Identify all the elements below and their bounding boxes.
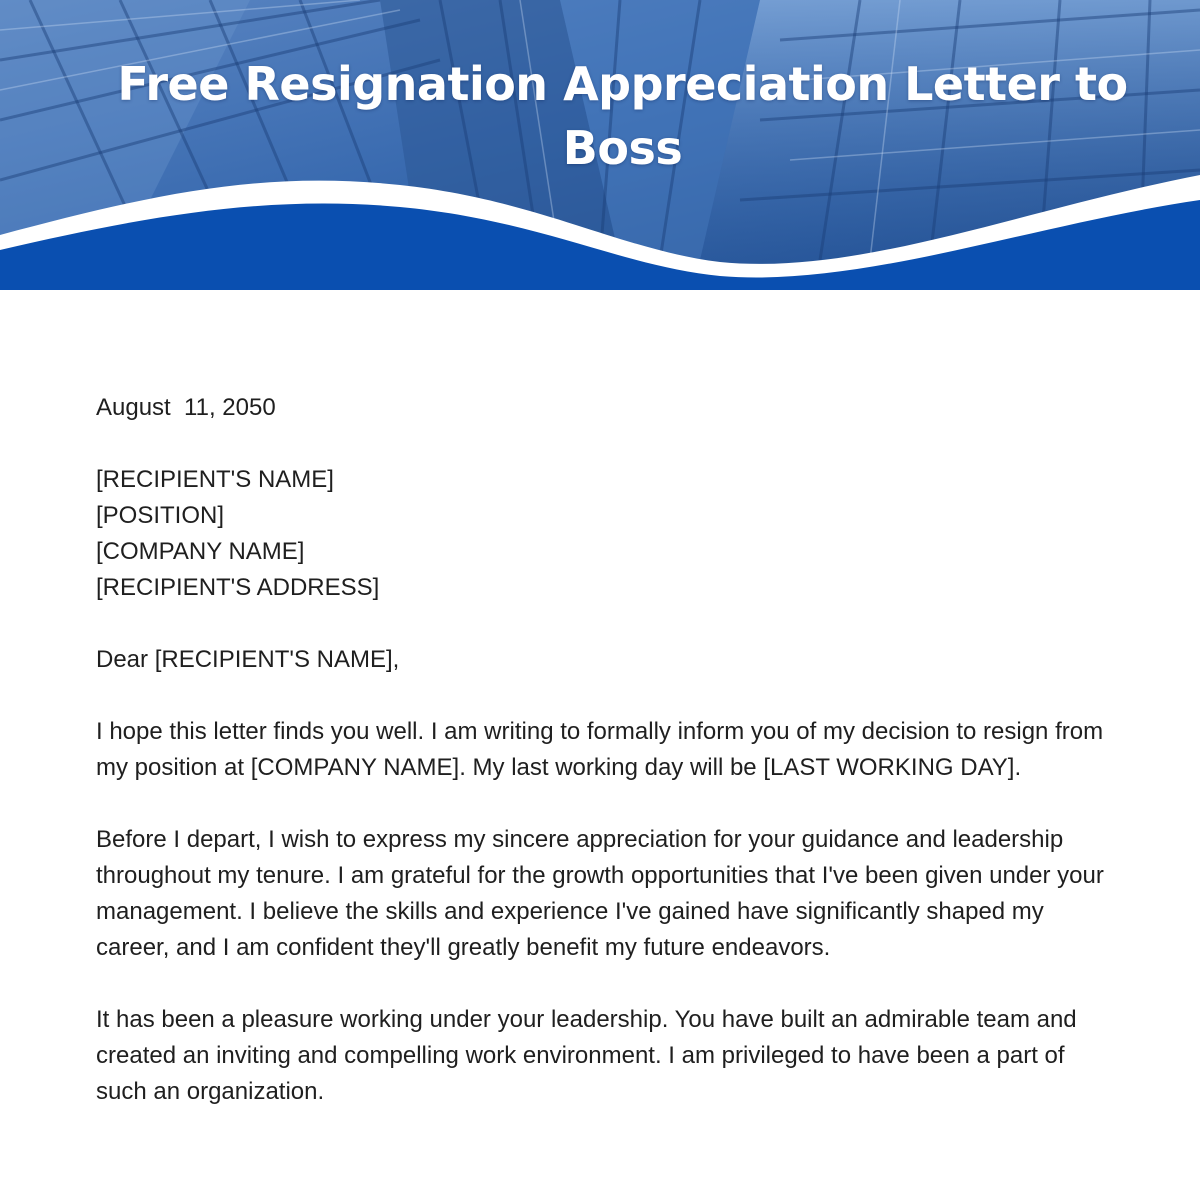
recipient-address: [RECIPIENT'S ADDRESS] (96, 574, 380, 601)
recipient-name: [RECIPIENT'S NAME] (96, 466, 334, 493)
letter-paragraph-intro: I hope this letter finds you well. I am writing to formally inform you of my decision to resign from my position at [COMPANY NAME]. My last working day will be [LAST WORKING DAY]. (96, 718, 1110, 781)
recipient-block (96, 462, 1116, 606)
header-banner (0, 0, 1200, 290)
letter-paragraph-leadership: It has been a pleasure working under your leadership. You have built an admirable team and created an inviting and compelling work environment. I am privileged to have been a part of such an organization. (96, 1006, 1084, 1105)
letter-salutation: Dear [RECIPIENT'S NAME], (96, 646, 400, 673)
recipient-company: [COMPANY NAME] (96, 538, 305, 565)
letter-date: August 11, 2050 (96, 394, 276, 421)
letter-body (96, 390, 1116, 1146)
letter-paragraph-appreciation: Before I depart, I wish to express my sincere appreciation for your guidance and leadership throughout my tenure. I am grateful for the growth opportunities that I've been given under your management. I believe the skills and experience I've gained have significantly shaped my career, and I am confident they'll greatly benefit my future endeavors. (96, 826, 1111, 961)
recipient-position: [POSITION] (96, 502, 225, 529)
page-title: Free Resignation Appreciation Letter to Boss (117, 57, 1128, 175)
